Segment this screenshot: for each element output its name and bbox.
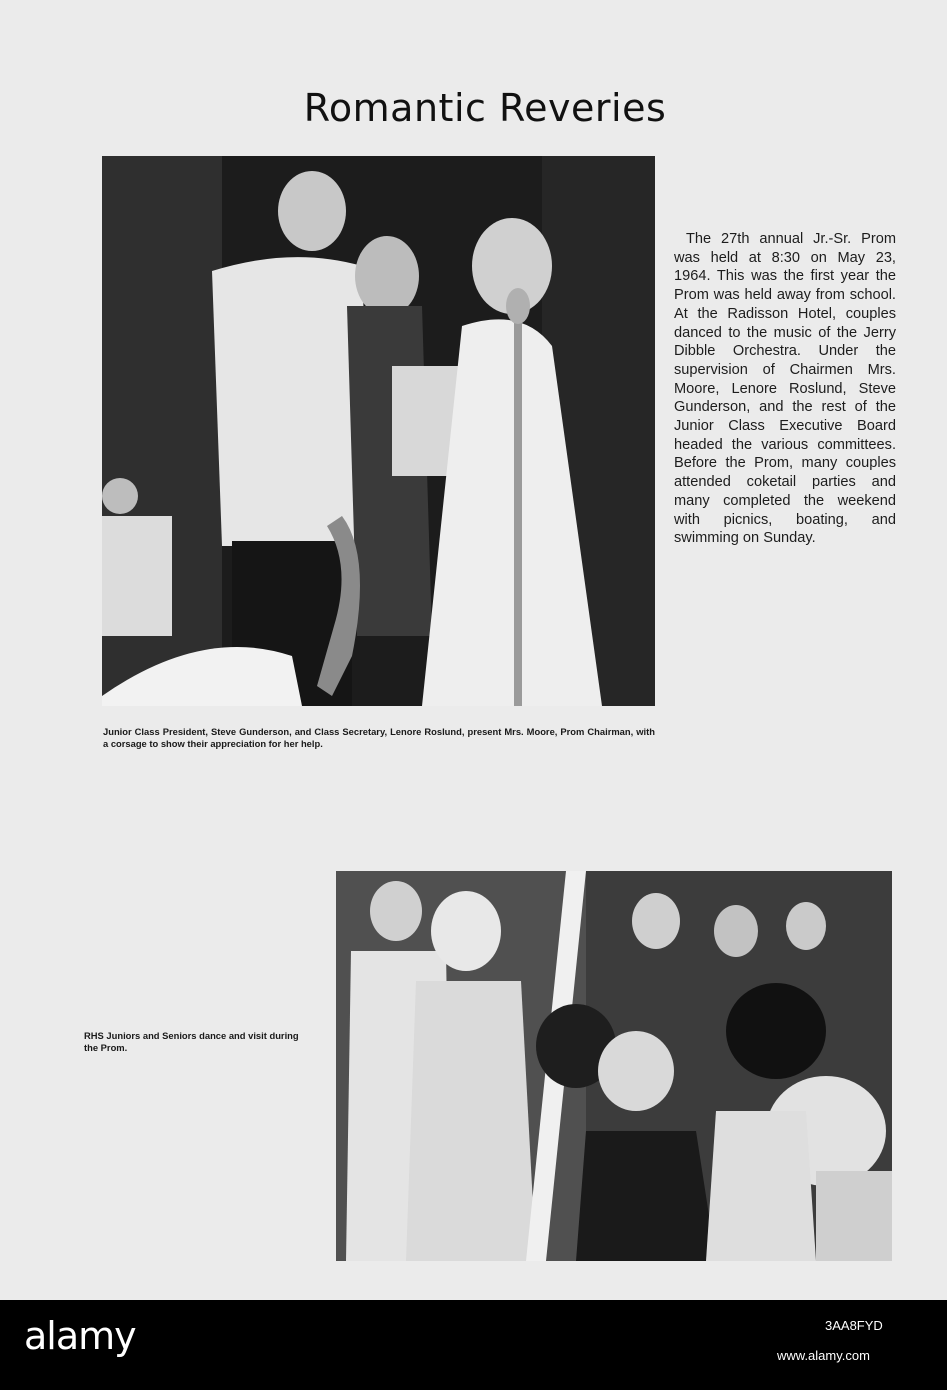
site-url: www.alamy.com [777,1348,870,1363]
photo-caption-bottom: RHS Juniors and Seniors dance and visit during the Prom. [84,1030,299,1053]
photo-caption-top: Junior Class President, Steve Gunderson, and Class Secretary, Lenore Roslund, present Mrs. Moore, Prom Chairman, with a corsage to show their appreciation for her help. [103,726,655,749]
prom-dance-photo [336,871,892,1261]
prom-corsage-photo [102,156,655,706]
watermark-bar [0,1300,947,1390]
page-title: Romantic Reveries [303,86,667,130]
image-id: 3AA8FYD [825,1318,883,1333]
brand-logo: alamy [24,1314,136,1358]
article-body: The 27th annual Jr.-Sr. Prom was held at 8:30 on May 23, 1964. This was the first year the Prom was held away from school. At the Radisson Hotel, couples danced to the music of the Jerry Dibble Orchestra. Under the supervision of Chairmen Mrs. Moore, Lenore Roslund, Steve Gunderson, and the rest of the Junior Class Executive Board headed the various committees. Before the Prom, many couples attended coketail parties and many completed the weekend with picnics, boating, and swimming on Sunday. [674,231,896,547]
